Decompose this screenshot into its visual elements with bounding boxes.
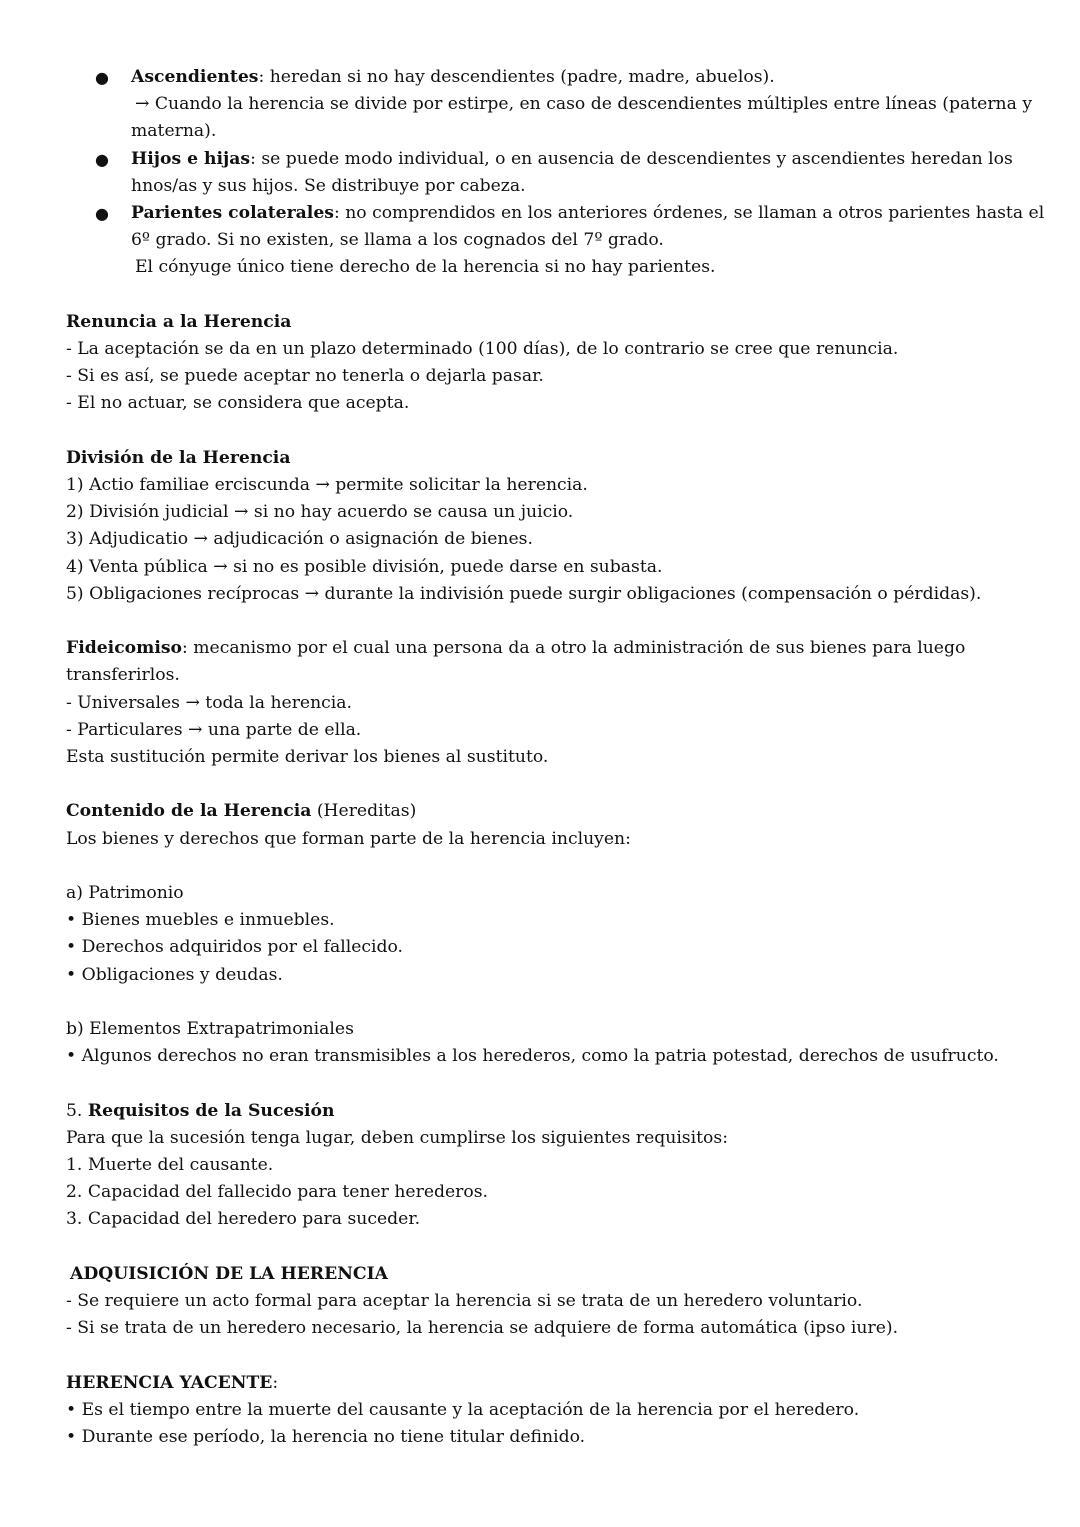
text-line: 4) Venta pública → si no es posible división, puede darse en subasta. [66,556,663,577]
section-number: 5. [66,1100,88,1121]
text-line: 5) Obligaciones recíprocas → durante la indivisión puede surgir obligaciones (compensación o pérdidas). [66,583,982,604]
text-line: - La aceptación se da en un plazo determinado (100 días), de lo contrario se cree que renuncia. [66,339,899,360]
section-heading: Requisitos de la Sucesión [87,1100,335,1121]
section-contenido [66,798,1026,1070]
text-line: 3) Adjudicatio → adjudicación o asignación de bienes. [66,529,533,550]
bullet-icon: ● [95,68,109,87]
text: → Cuando la herencia se divide por estirpe, en caso de descendientes múltiples entre líneas (paterna y [135,94,1033,115]
section-adquisicion [66,1261,1026,1343]
list-item: • Bienes muebles e inmuebles. [66,910,335,931]
text: : no comprendidos en los anteriores órdenes, se llaman a otros parientes hasta el [333,203,1045,224]
section-yacente [66,1370,1026,1452]
text-line: transferirlos. [66,665,180,686]
subheading-extrapatrimoniales: b) Elementos Extrapatrimoniales [66,1019,354,1040]
section-heading: HERENCIA YACENTE [66,1372,273,1393]
text-line: - Particulares → una parte de ella. [66,719,362,740]
term-fideicomiso: Fideicomiso [66,638,182,659]
text-line: 2) División judicial → si no hay acuerdo se causa un juicio. [66,502,574,523]
list-item-ascendientes [66,64,1033,146]
text-line: - Si es así, se puede aceptar no tenerla o dejarla pasar. [66,366,544,387]
term-ascendientes: Ascendientes [131,67,259,87]
text-line: 1. Muerte del causante. [66,1155,274,1176]
text: hnos/as y sus hijos. Se distribuye por cabeza. [131,175,526,196]
bullet-icon: ● [95,204,109,224]
list-item: • Obligaciones y deudas. [66,964,283,985]
text-line: Para que la sucesión tenga lugar, deben cumplirse los siguientes requisitos: [66,1127,728,1148]
list-item: • Derechos adquiridos por el fallecido. [66,937,404,958]
term-hijos: Hijos e hijas [131,148,251,169]
text-line: Los bienes y derechos que forman parte de la herencia incluyen: [66,828,631,849]
section-heading: Renuncia a la Herencia [66,311,292,332]
text: El cónyuge único tiene derecho de la herencia si no hay parientes. [135,257,716,278]
text-line: - Universales → toda la herencia. [66,692,353,713]
succession-order-list [66,64,1045,282]
document-content [66,64,1045,1451]
text: 6º grado. Si no existen, se llama a los cognados del 7º grado. [131,230,664,251]
subheading-patrimonio: a) Patrimonio [66,883,184,904]
text-line: - El no actuar, se considera que acepta. [66,393,410,414]
term-colaterales: Parientes colaterales [131,203,334,224]
section-heading: División de la Herencia [66,447,291,468]
text-line: • Es el tiempo entre la muerte del causante y la aceptación de la herencia por el heredero. [66,1399,860,1420]
section-heading: Contenido de la Herencia [66,801,312,822]
text-line: 2. Capacidad del fallecido para tener herederos. [66,1182,489,1203]
text: materna). [131,121,217,142]
list-item-hijos [66,146,1026,200]
section-division [66,445,1026,608]
section-renuncia [66,309,1026,418]
text-line: • Durante ese período, la herencia no tiene titular definido. [66,1427,586,1448]
text: : mecanismo por el cual una persona da a otro la administración de sus bienes para luego [182,638,966,659]
text-line: - Si se trata de un heredero necesario, la herencia se adquiere de forma automática (ipso iure). [66,1318,899,1339]
text-line: Esta sustitución permite derivar los bienes al sustituto. [66,747,549,768]
heading-suffix: (Hereditas) [311,801,417,822]
text-line: - Se requiere un acto formal para aceptar la herencia si se trata de un heredero voluntario. [66,1291,863,1312]
section-heading: ADQUISICIÓN DE LA HERENCIA [70,1263,388,1284]
heading-suffix: : [272,1372,279,1393]
text-line: 1) Actio familiae erciscunda → permite solicitar la herencia. [66,475,588,496]
text-line: 3. Capacidad del heredero para suceder. [66,1209,421,1230]
text: : se puede modo individual, o en ausencia de descendientes y ascendientes heredan los [250,148,1013,169]
section-fideicomiso [66,635,1026,771]
bullet-icon: ● [95,149,109,169]
text: : heredan si no hay descendientes (padre, madre, abuelos). [258,67,775,87]
section-requisitos [66,1098,1026,1234]
list-item-colaterales [66,200,1045,282]
list-item: • Algunos derechos no eran transmisibles a los herederos, como la patria potestad, derechos de usufructo. [66,1046,999,1067]
